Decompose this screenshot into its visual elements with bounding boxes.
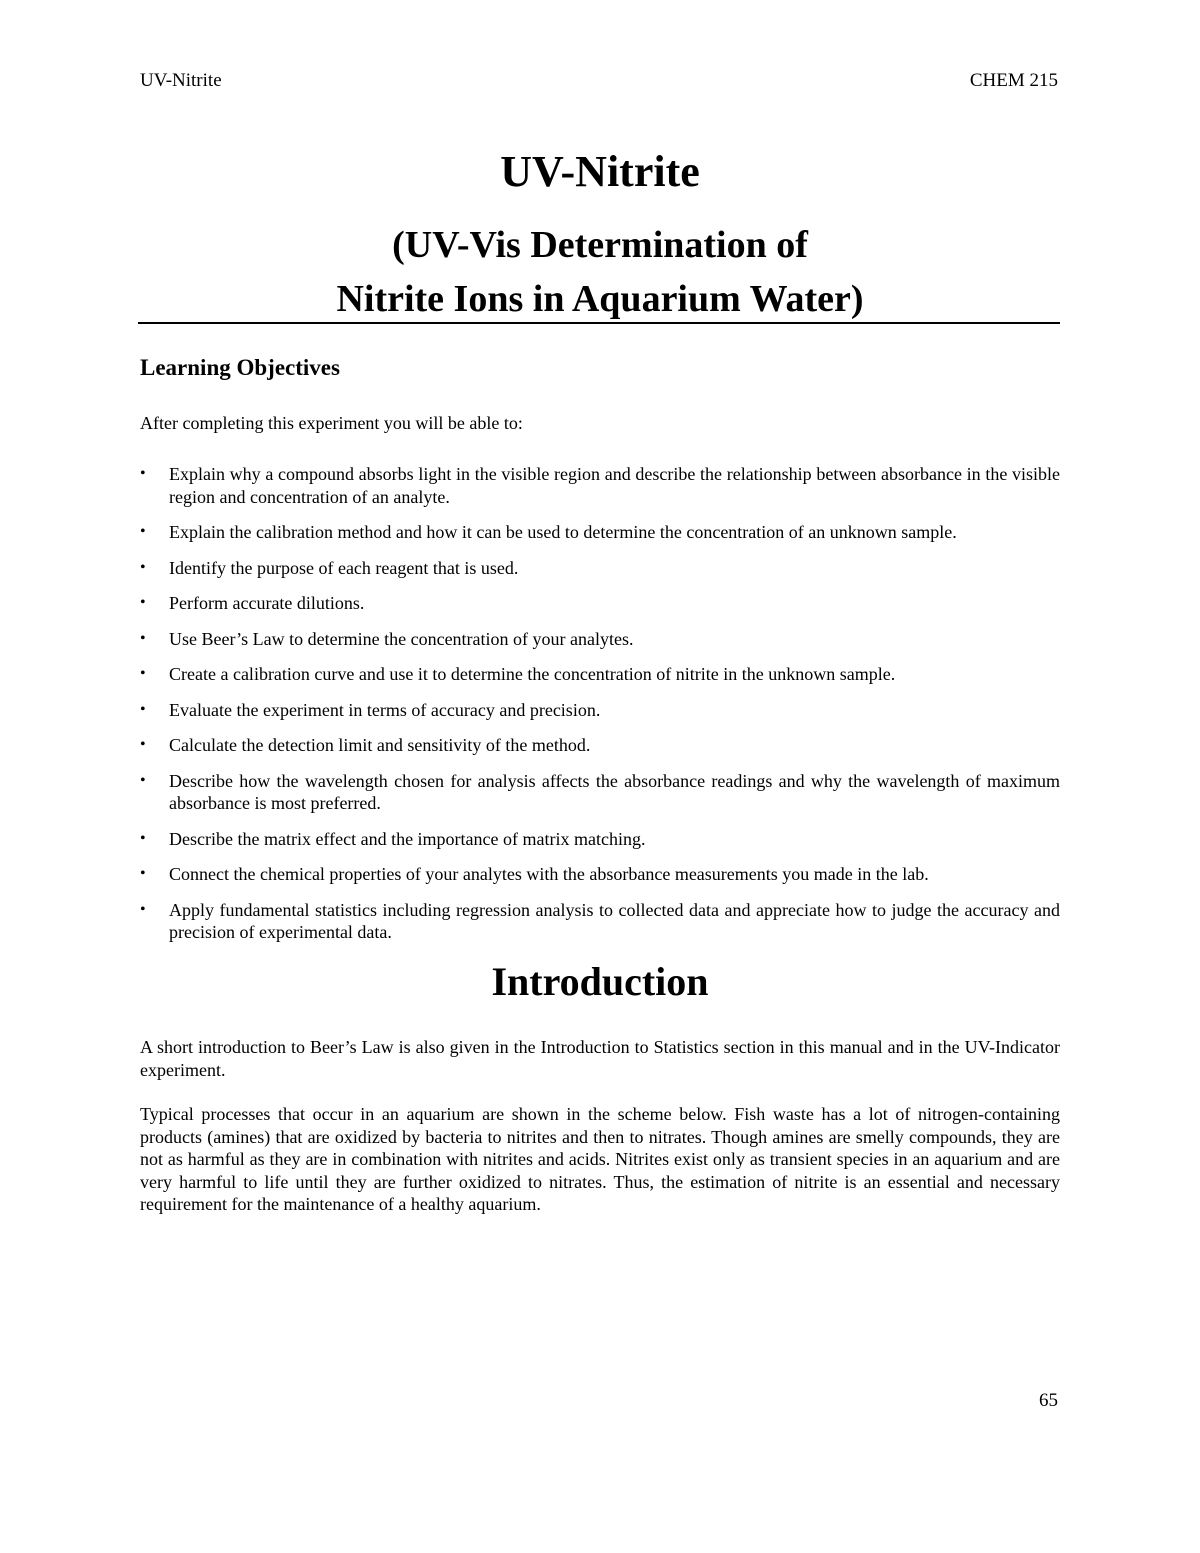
objective-text: Use Beer’s Law to determine the concentration of your analytes. (169, 628, 634, 649)
running-header-left: UV-Nitrite (140, 70, 222, 91)
subtitle-line-1: (UV-Vis Determination of (392, 224, 808, 266)
objective-item (140, 770, 1060, 815)
bullet-icon: • (140, 665, 146, 682)
title-divider (138, 322, 1060, 324)
introduction-paragraph: A short introduction to Beer’s Law is also given in the Introduction to Statistics section in this manual and in the UV-Indicator experiment. (140, 1037, 1060, 1080)
objective-text: Evaluate the experiment in terms of accuracy and precision. (169, 699, 601, 720)
objective-text: Connect the chemical properties of your analytes with the absorbance measurements you made in the lab. (169, 864, 929, 884)
bullet-icon: • (140, 865, 146, 882)
objective-item (140, 699, 1060, 722)
running-header-right: CHEM 215 (969, 70, 1058, 91)
objective-text: Create a calibration curve and use it to determine the concentration of nitrite in the unknown sample. (169, 664, 896, 684)
objective-item (140, 592, 1060, 615)
objectives-intro: After completing this experiment you will be able to: (140, 413, 523, 433)
bullet-icon: • (140, 771, 146, 789)
objective-item (140, 557, 1060, 580)
page-title: UV-Nitrite (500, 147, 700, 196)
subtitle-line-2: Nitrite Ions in Aquarium Water) (336, 278, 864, 320)
objective-item (140, 734, 1060, 757)
objective-item (140, 521, 1060, 544)
objective-text: Calculate the detection limit and sensitivity of the method. (169, 735, 591, 755)
bullet-icon: • (140, 900, 146, 918)
learning-objectives-heading: Learning Objectives (140, 355, 340, 380)
objective-item (140, 628, 1060, 651)
bullet-icon: • (140, 829, 146, 847)
objective-text: Identify the purpose of each reagent that is used. (169, 557, 519, 578)
page-number: 65 (1039, 1390, 1058, 1411)
bullet-icon: • (140, 523, 146, 540)
objective-item (140, 899, 1060, 944)
objective-text: Apply fundamental statistics including regression analysis to collected data and appreciate how to judge the accuracy and precision of experimental data. (169, 899, 1060, 942)
introduction-paragraph: Typical processes that occur in an aquarium are shown in the scheme below. Fish waste has a lot of nitrogen-containing products (amines) that are oxidized by bacteria to nitrites and then to nitrates. Though amines are smelly compounds, they are not as harmful as they are in combination with nitrites and acids. Nitrites exist only as transient species in an aquarium and are very harmful to life until they are further oxidized to nitrates. Thus, the estimation of nitrite is an essential and necessary requirement for the maintenance of a healthy aquarium. (140, 1104, 1060, 1214)
objective-item (140, 463, 1060, 508)
objective-item (140, 828, 1060, 851)
bullet-icon: • (140, 629, 146, 647)
objective-text: Explain why a compound absorbs light in the visible region and describe the relationship between absorbance in the visible region and concentration of an analyte. (169, 464, 1060, 507)
page-subtitle (0, 218, 1200, 326)
objective-text: Describe how the wavelength chosen for analysis affects the absorbance readings and why the wavelength of maximum absorbance is most preferred. (169, 770, 1060, 813)
objective-item (140, 663, 1060, 686)
objective-text: Explain the calibration method and how it can be used to determine the concentration of an unknown sample. (169, 522, 957, 542)
bullet-icon: • (140, 700, 146, 718)
bullet-icon: • (140, 558, 146, 576)
bullet-icon: • (140, 465, 146, 482)
objective-item (140, 863, 1060, 886)
bullet-icon: • (140, 736, 146, 753)
introduction-heading: Introduction (491, 959, 709, 1004)
objectives-list (140, 463, 1060, 957)
objective-text: Describe the matrix effect and the importance of matrix matching. (169, 828, 646, 849)
bullet-icon: • (140, 594, 146, 611)
objective-text: Perform accurate dilutions. (169, 593, 365, 613)
